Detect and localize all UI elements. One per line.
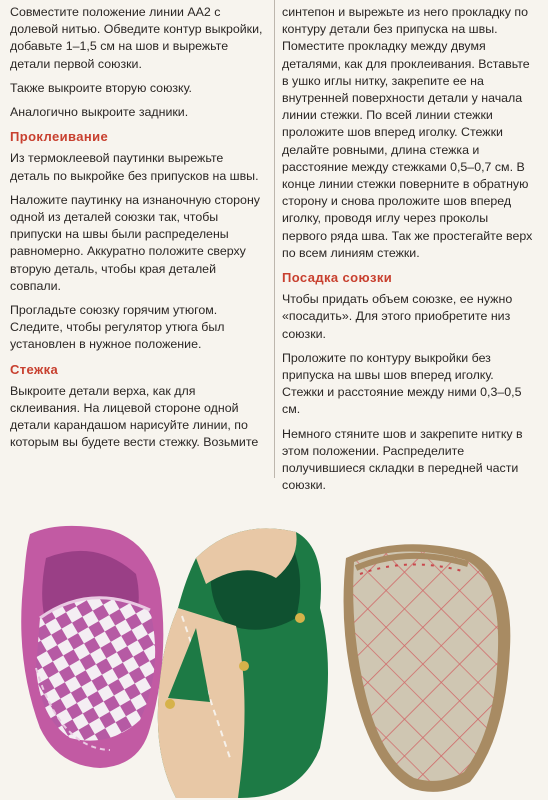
section-heading-quilting: Стежка [10, 361, 59, 377]
paragraph: Немного стяните шов и закрепите нитку в этом положении. Распределите получившиеся складки в передней части союзки. [282, 426, 523, 493]
section-heading-gluing: Проклеивание [10, 129, 109, 145]
paragraph: Из термоклеевой паутинки вырежьте деталь по выкройке без припусков на швы. [10, 151, 259, 183]
left-text-column [10, 4, 265, 459]
paragraph: Совместите положение линии АА2 с долевой нитью. Обведите контур выкройки, добавьте 1–1,5 см на шов и вырежьте детали первой союзки. [10, 5, 263, 71]
paragraph: Наложите паутинку на изнаночную сторону одной из деталей союзки так, чтобы припуски на швы были распределены равномерно. Аккуратно положите сверху вторую деталь, чтобы края деталей совпали. [10, 192, 260, 293]
paragraph: Проложите по контуру выкройки без припуска на швы шов вперед иголку. Стежки и расстояние между ними 0,3–0,5 см. [282, 350, 522, 417]
paragraph: Чтобы придать объем союзке, ее нужно «посадить». Для этого приобретите низ союзки. [282, 292, 513, 341]
linen-slipper [344, 544, 511, 792]
paragraph: синтепон и вырежьте из него прокладку по контуру детали без припуска на швы. Поместите прокладку между двумя деталями, как для проклеивания. Вставьте в ушко иглы нитку, закрепите ее на внутренней поверхности детали у начала линии стежки. По всей линии стежки проложите шов вперед иголку. Стежки делайте ровными, длина стежка и расстояние между стежками 0,5–0,7 см. В конце линии стежки поверните в обратную сторону и снова проложите шов вперед иголку, проводя иглу через проколы первого ряда шва. Так же простегайте верх по всем линиям стежки. [282, 5, 533, 260]
column-divider [274, 0, 275, 478]
paragraph: Также выкроите вторую союзку. [10, 80, 193, 95]
paragraph: Аналогично выкроите задники. [10, 105, 189, 120]
paragraph: Прогладьте союзку горячим утюгом. Следите, чтобы регулятор утюга был установлен в нужное положение. [10, 303, 225, 352]
right-text-column [282, 4, 536, 501]
pink-slipper [21, 526, 163, 768]
slippers-photo [0, 498, 548, 800]
paragraph: Выкроите детали верха, как для склеивания. На лицевой стороне одной детали карандашом нарисуйте линии, по которым вы будете вести стежку. Возьмите [10, 383, 259, 450]
green-jester-slipper [158, 528, 328, 798]
section-heading-fitting: Посадка союзки [282, 270, 393, 286]
